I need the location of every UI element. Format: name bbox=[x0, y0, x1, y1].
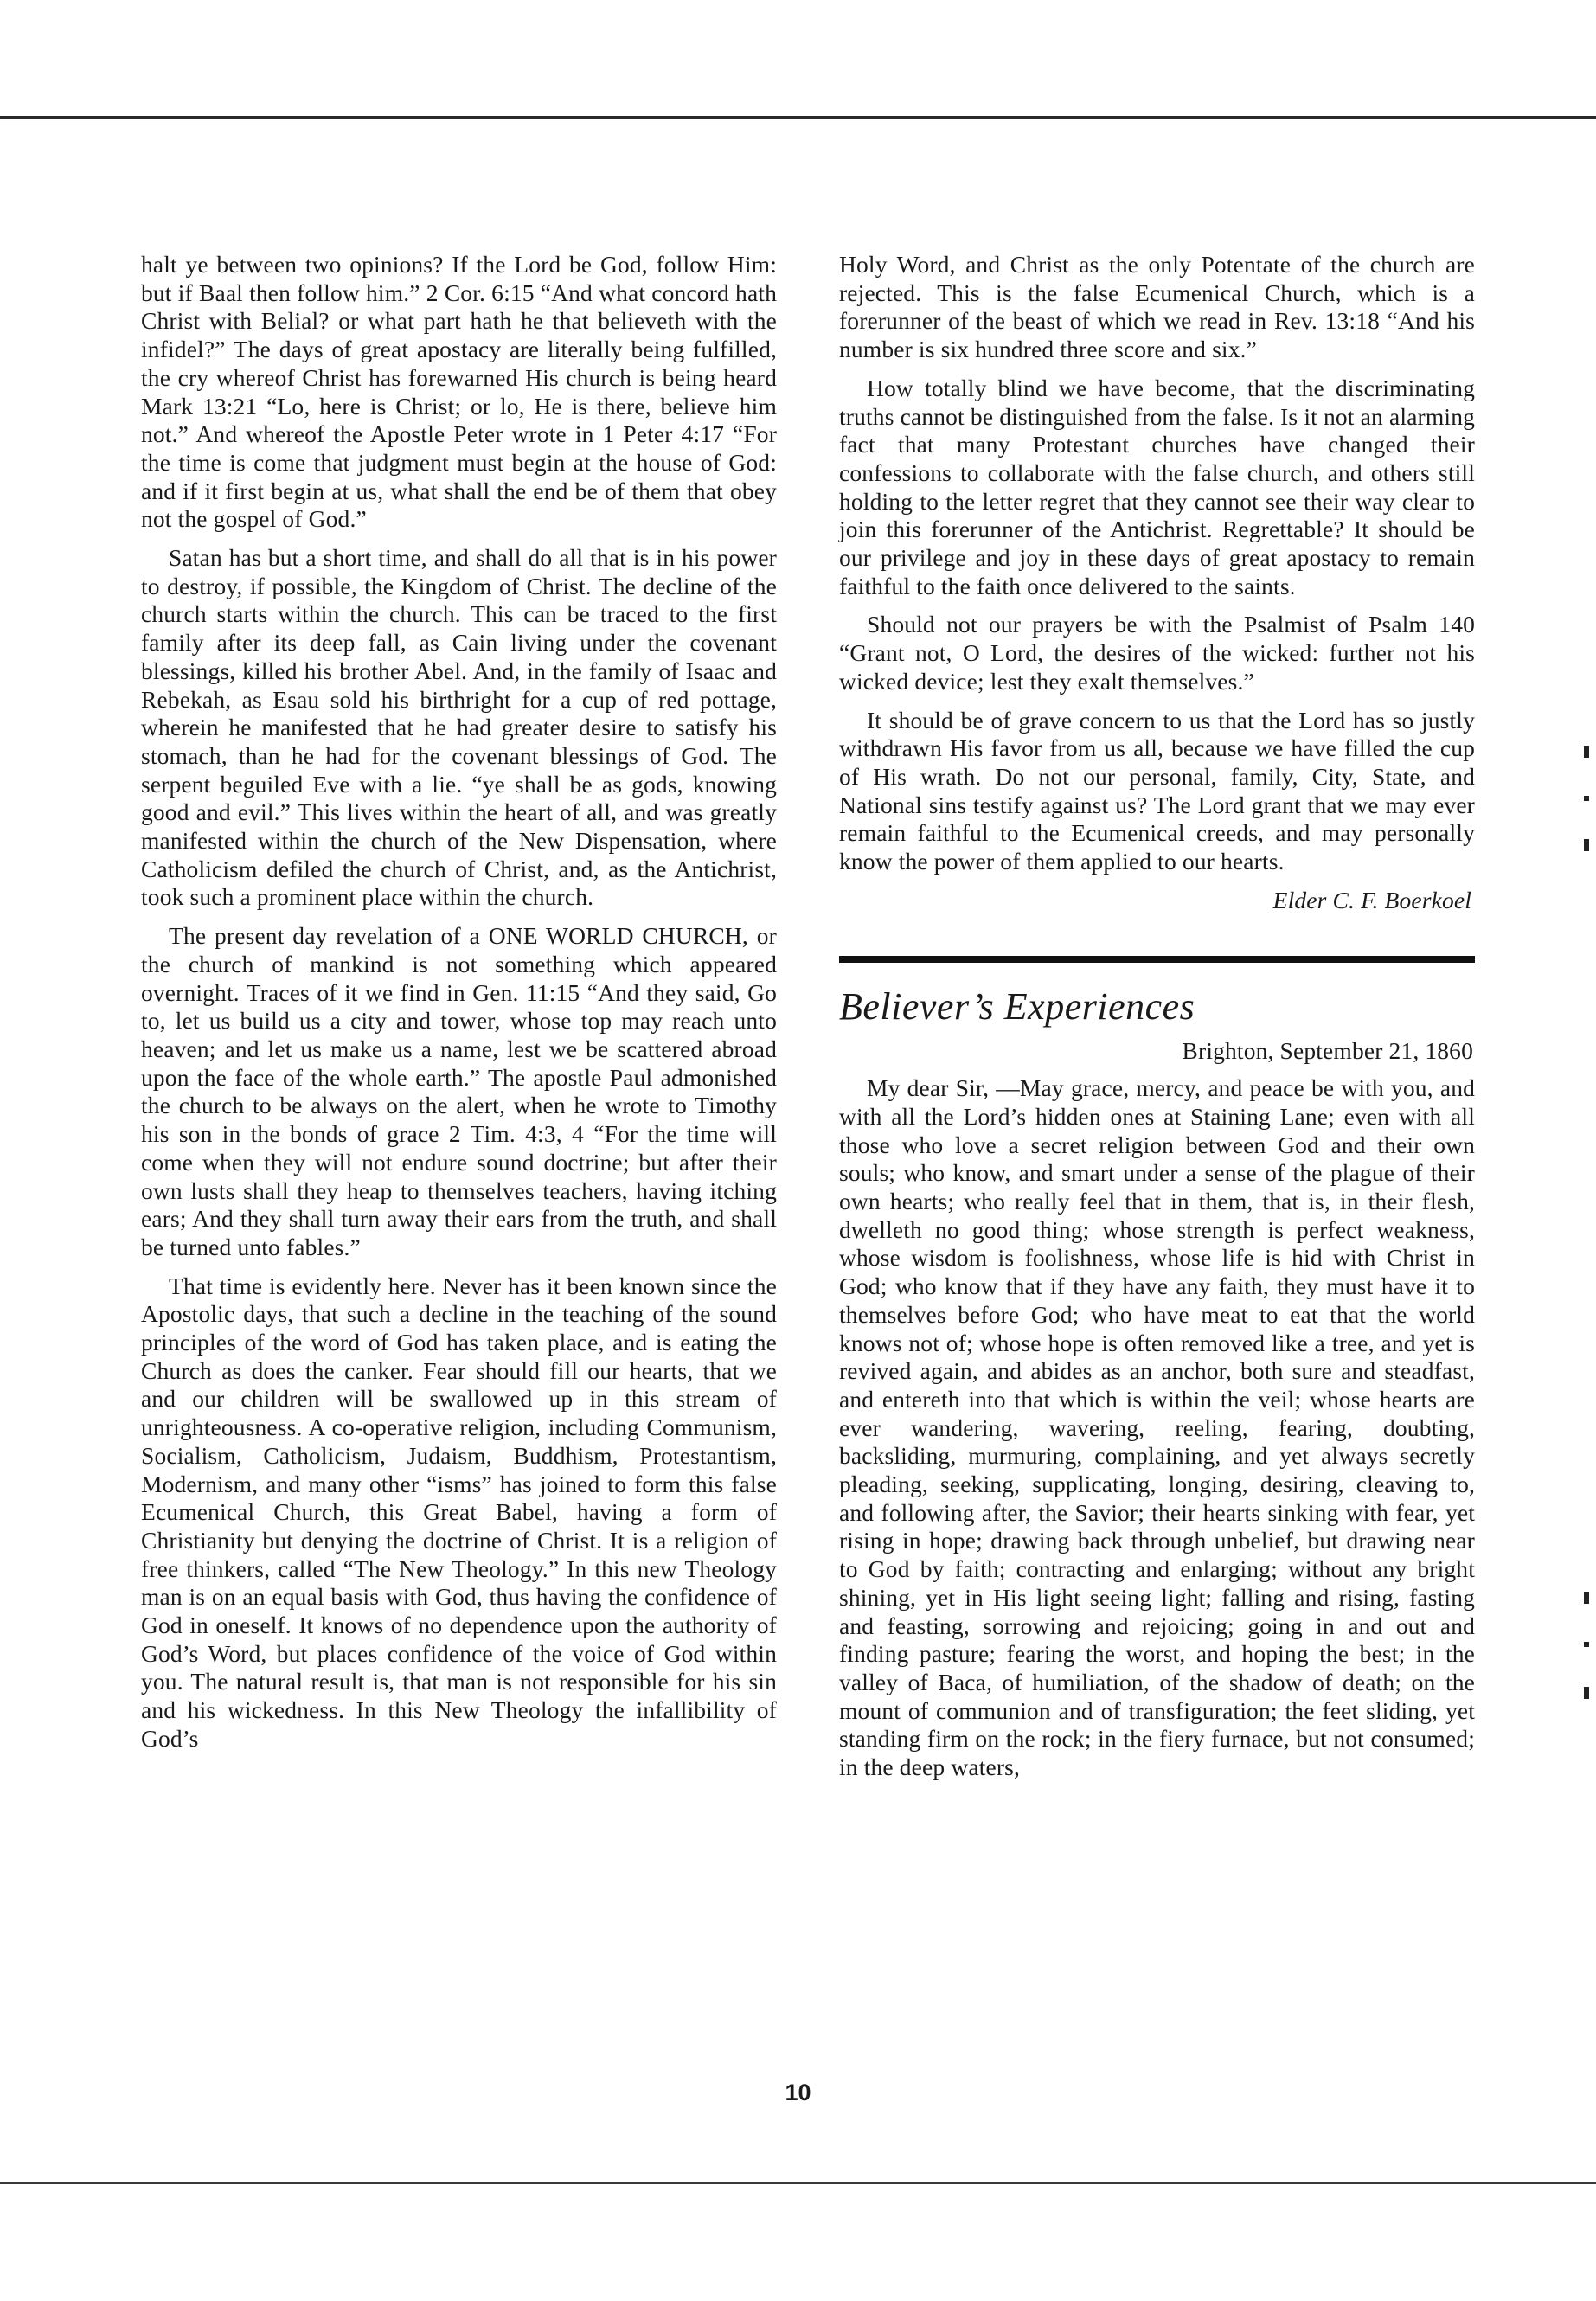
page-number: 10 bbox=[785, 2080, 811, 2106]
right-column bbox=[839, 251, 1475, 1792]
letter-dateline: Brighton, September 21, 1860 bbox=[1182, 1037, 1473, 1065]
edge-mark bbox=[1584, 839, 1589, 851]
edge-mark bbox=[1584, 1592, 1589, 1604]
left-paragraph-3: The present day revelation of a ONE WORLD CHURCH, or the church of mankind is not something which appeared overnight. Traces of it we find in Gen. 11:15 “And they said, Go to, let us build us a city and tower, whose top may reach unto heaven; and let us make us a name, lest we be scattered abroad upon the face of the whole earth.” The apostle Paul admonished the church to be always on the alert, when he wrote to Timothy his son in the bonds of grace 2 Tim. 4:3, 4 “For the time will come when they will not endure sound doctrine; but after their own lusts shall they heap to themselves teachers, having itching ears; And they shall turn away their ears from the truth, and shall be turned unto fables.” bbox=[141, 922, 777, 1260]
section-divider bbox=[839, 956, 1475, 963]
left-paragraph-2: Satan has but a short time, and shall do all that is in his power to destroy, if possible, the Kingdom of Christ. The decline of the church starts within the church. This can be traced to the first family after its deep fall, as Cain living under the covenant blessings, killed his brother Abel. And, in the family of Isaac and Rebekah, as Esau sold his birthright for a cup of red pottage, wherein he manifested that he had greater desire to satisfy his stomach, than he had for the covenant blessings of God. The serpent beguiled Eve with a lie. “ye shall be as gods, knowing good and evil.” This lives within the heart of all, and was greatly manifested within the church of the New Dispensation, where Catholicism defiled the church of Christ, and, as the Antichrist, took such a prominent place within the church. bbox=[141, 544, 777, 911]
edge-mark bbox=[1584, 796, 1589, 801]
section-title: Believer’s Experiences bbox=[839, 985, 1195, 1029]
author-signature: Elder C. F. Boerkoel bbox=[1272, 886, 1471, 913]
left-column bbox=[141, 251, 777, 1764]
edge-mark bbox=[1584, 1642, 1589, 1647]
right-paragraph-1: Holy Word, and Christ as the only Potentate of the church are rejected. This is the false Ecumenical Church, which is a forerunner of the beast of which we read in Rev. 13:18 “And his number is six hundred three score and six.” bbox=[839, 251, 1475, 363]
bottom-rule bbox=[0, 2182, 1596, 2184]
letter-body: My dear Sir, —May grace, mercy, and peace be with you, and with all the Lord’s hidden ones at Staining Lane; even with all those who love a secret religion between God and their own souls; who know, and smart under a sense of the plague of their own hearts; who really feel that in them, that is, in their flesh, dwelleth no good thing; whose strength is perfect weakness, whose wisdom is foolishness, whose life is hid with Christ in God; who know that if they have any faith, they must have it to themselves before God; who have meat to eat that the world knows not of; whose hope is often removed like a tree, and yet is revived again, and abides as an anchor, both sure and steadfast, and entereth into that which is within the veil; whose hearts are ever wandering, wavering, reeling, fearing, doubting, backsliding, murmuring, complaining, and yet always secretly pleading, seeking, supplicating, longing, desiring, cleaving to, and following after, the Savior; their hearts sinking with fear, yet rising in hope; drawing back through unbelief, but drawing near to God by faith; contracting and enlarging; without any bright shining, yet in His light seeing light; falling and rising, fasting and feasting, sorrowing and rejoicing; going in and out and finding pasture; fearing the worst, and hoping the best; in the valley of Baca, of humiliation, of the shadow of death; on the mount of communion and of transfiguration; the feet sliding, yet standing firm on the rock; in the fiery furnace, but not consumed; in the deep waters, bbox=[839, 1074, 1475, 1781]
edge-mark bbox=[1584, 1687, 1589, 1699]
right-paragraph-2: How totally blind we have become, that the discriminating truths cannot be distinguished from the false. Is it not an alarming fact that many Protestant churches have changed their confessions to collaborate with the false church, and others still holding to the letter regret that they cannot see their way clear to join this forerunner of the Antichrist. Regrettable? It should be our privilege and joy in these days of great apostacy to remain faithful to the faith once delivered to the saints. bbox=[839, 374, 1475, 599]
right-paragraph-3: Should not our prayers be with the Psalmist of Psalm 140 “Grant not, O Lord, the desires of the wicked: further not his wicked device; lest they exalt themselves.” bbox=[839, 611, 1475, 695]
top-rule bbox=[0, 116, 1596, 119]
left-paragraph-4: That time is evidently here. Never has it been known since the Apostolic days, that such a decline in the teaching of the sound principles of the word of God has taken place, and is eating the Church as does the canker. Fear should fill our hearts, that we and our children will be swallowed up in this stream of unrighteousness. A co-operative religion, including Communism, Socialism, Catholicism, Judaism, Buddhism, Protestantism, Modernism, and many other “isms” has joined to form this false Ecumenical Church, this Great Babel, having a form of Christianity but denying the doctrine of Christ. It is a religion of free thinkers, called “The New Theology.” In this new Theology man is on an equal basis with God, thus having the confidence of God in oneself. It knows of no dependence upon the authority of God’s Word, but places confidence of the voice of God within you. The natural result is, that man is not responsible for his sin and his wickedness. In this New Theology the infallibility of God’s bbox=[141, 1272, 777, 1752]
right-paragraph-4: It should be of grave concern to us that the Lord has so justly withdrawn His favor from us all, because we have filled the cup of His wrath. Do not our personal, family, City, State, and National sins testify against us? The Lord grant that we may ever remain faithful to the Ecumenical creeds, and may personally know the power of them applied to our hearts. bbox=[839, 706, 1475, 875]
left-paragraph-1: halt ye between two opinions? If the Lord be God, follow Him: but if Baal then follow him.” 2 Cor. 6:15 “And what concord hath Christ with Belial? or what part hath he that believeth with the infidel?” The days of great apostacy are literally being fulfilled, the cry whereof Christ has forewarned His church is being heard Mark 13:21 “Lo, here is Christ; or lo, He is there, believe him not.” And whereof the Apostle Peter wrote in 1 Peter 4:17 “For the time is come that judgment must begin at the house of God: and if it first begin at us, what shall the end be of them that obey not the gospel of God.” bbox=[141, 251, 777, 533]
edge-mark bbox=[1584, 746, 1589, 758]
